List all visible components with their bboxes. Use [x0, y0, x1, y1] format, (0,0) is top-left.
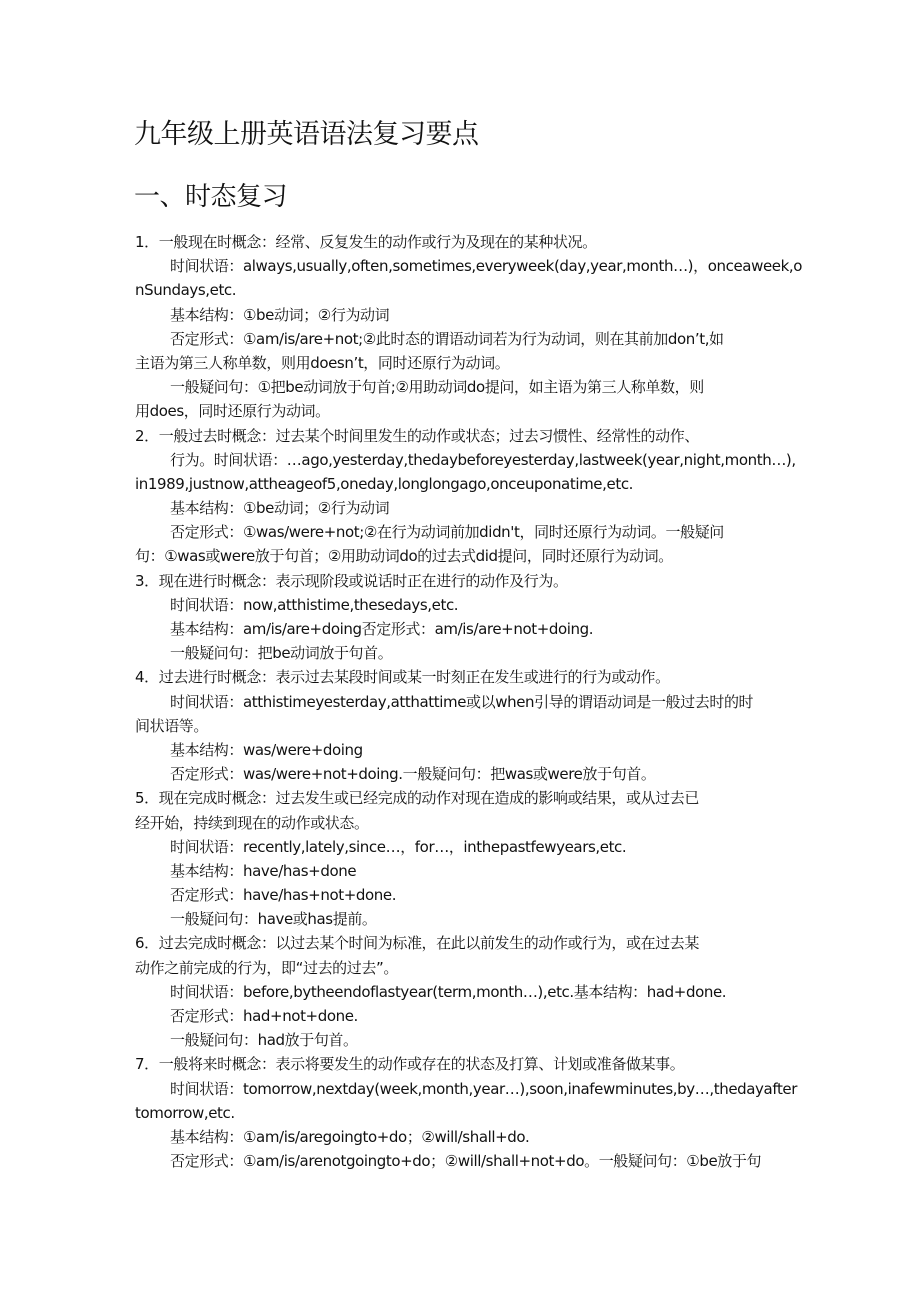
text-line: 间状语等。 [135, 716, 209, 735]
text-line: 时间状语：always,usually,often,sometimes,everyweek(day,year,month…)，onceaweek,o [170, 257, 803, 276]
text-line: 1．一般现在时概念：经常、反复发生的动作或行为及现在的某种状况。 [135, 233, 597, 251]
text-line: 否定形式：had+not+done. [170, 1007, 358, 1025]
text-line: 基本结构：was/were+doing [170, 740, 363, 759]
text-line: 否定形式：①am/is/are+not;②此时态的谓语动词若为行为动词，则在其前加don’t,如 [170, 329, 724, 348]
text-line: 用does，同时还原行为动词。 [135, 402, 330, 421]
text-line: in1989,justnow,attheageof5,oneday,longlongago,onceuponatime,etc. [135, 474, 634, 493]
text-line: 7．一般将来时概念：表示将要发生的动作或存在的状态及打算、计划或准备做某事。 [135, 1055, 685, 1074]
text-line: 否定形式：have/has+not+done. [170, 886, 397, 905]
text-line: 基本结构：①be动词；②行为动词 [170, 499, 390, 518]
text-line: tomorrow,etc. [135, 1103, 235, 1122]
text-line: 2．一般过去时概念：过去某个时间里发生的动作或状态；过去习惯性、经常性的动作、 [135, 426, 699, 445]
text-line: 4．过去进行时概念：表示过去某段时间或某一时刻正在发生或进行的行为或动作。 [135, 668, 670, 687]
text-line: 一般疑问句：had放于句首。 [170, 1031, 358, 1050]
document-body [135, 230, 803, 1173]
text-line: 时间状语：recently,lately,since…，for…，inthepastfewyears,etc. [170, 837, 627, 856]
text-line: 3．现在进行时概念：表示现阶段或说话时正在进行的动作及行为。 [135, 571, 568, 590]
text-line: 否定形式：①am/is/arenotgoingto+do；②will/shall+not+do。一般疑问句：①be放于句 [170, 1152, 762, 1171]
document-title: 九年级上册英语语法复习要点 [134, 119, 479, 150]
text-line: 一般疑问句：①把be动词放于句首;②用助动词do提问，如主语为第三人称单数，则 [170, 378, 704, 397]
text-line: 否定形式：was/were+not+doing.一般疑问句：把was或were放于句首。 [170, 765, 656, 784]
text-line: 基本结构：①be动词；②行为动词 [170, 305, 390, 324]
text-line: 动作之前完成的行为，即“过去的过去”。 [135, 958, 398, 977]
text-line: 行为。时间状语：…ago,yesterday,thedaybeforeyesterday,lastweek(year,night,month…), [170, 450, 796, 469]
text-line: 一般疑问句：have或has提前。 [170, 910, 377, 929]
text-line: 时间状语：before,bytheendoflastyear(term,month…),etc.基本结构：had+done. [170, 982, 727, 1001]
text-line: 否定形式：①was/were+not;②在行为动词前加didn't，同时还原行为动词。一般疑问 [170, 523, 724, 542]
text-line: nSundays,etc. [135, 281, 237, 300]
section-heading: 一、时态复习 [134, 182, 288, 212]
text-line: 主语为第三人称单数，则用doesn’t，同时还原行为动词。 [135, 353, 510, 372]
text-line: 时间状语：now,atthistime,thesedays,etc. [170, 595, 459, 614]
text-line: 6．过去完成时概念：以过去某个时间为标准，在此以前发生的动作或行为，或在过去某 [135, 934, 699, 953]
text-line: 5．现在完成时概念：过去发生或已经完成的动作对现在造成的影响或结果，或从过去已 [135, 789, 699, 808]
text-line: 经开始，持续到现在的动作或状态。 [135, 813, 369, 832]
text-line: 基本结构：am/is/are+doing否定形式：am/is/are+not+doing. [170, 620, 594, 638]
text-line: 句：①was或were放于句首；②用助动词do的过去式did提问，同时还原行为动词。 [135, 547, 673, 566]
text-line: 基本结构：have/has+done [170, 861, 357, 880]
text-line: 一般疑问句：把be动词放于句首。 [170, 644, 393, 663]
text-line: 时间状语：atthistimeyesterday,atthattime或以when引导的谓语动词是一般过去时的时 [170, 692, 754, 711]
text-line: 时间状语：tomorrow,nextday(week,month,year…),soon,inafewminutes,by…,thedayafter [170, 1079, 798, 1098]
text-line: 基本结构：①am/is/aregoingto+do；②will/shall+do. [170, 1127, 530, 1146]
